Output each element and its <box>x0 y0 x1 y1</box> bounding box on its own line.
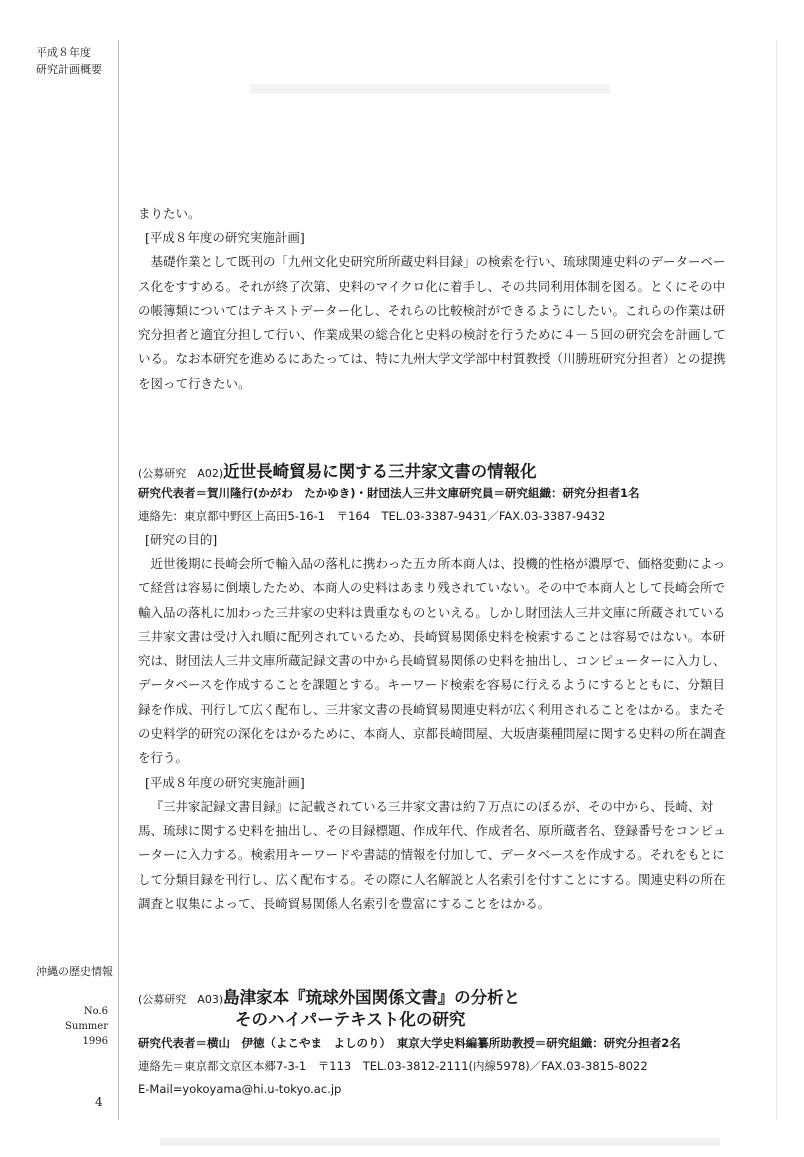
email-line: E-Mail=yokoyama@hi.u-tokyo.ac.jp <box>138 1082 342 1096</box>
purpose-body: 近世後期に長崎会所で輸入品の落札に携わった五カ所本商人は、投機的性格が濃厚で、価格変動によって経営は容易に倒壊したため、本商人の史料はあまり残されていない。その中で本商人として長崎会所で輸入品の落札に加わった三井家の史料は貴重なものといえる。しかし財団法人三井文庫に所蔵されている三井家文書は受け入れ順に配列されているため、長崎貿易関係史料を検索することは容易ではない。本研究は、財団法人三井文庫所蔵記録文書の中から長崎貿易関係の史料を抽出し、コンピューターに入力し、データベースを作成することを課題とする。キーワード検索を容易に行えるようにするとともに、分類目録を作成、刊行して広く配布し、三井家文書の長崎貿易関連史料が広く利用されることをはかる。またその史料学的研究の深化をはかるために、本商人、京都長崎問屋、大坂唐薬種問屋に関する史料の所在調査を行う。 <box>138 556 726 766</box>
plan-body: 基礎作業として既刊の「九州文化史研究所所蔵史料目録」の検索を行い、琉球関連史料のデーターベース化をすすめる。それが終了次第、史料のマイクロ化に着手し、その共同利用体制を図る。とくにその中の帳簿類についてはテキストデーター化し、それらの比較検討ができるようにしたい。これらの作業は研究分担者と適宜分担して行い、作業成果の総合化と史料の検討を行うために４－５回の研究会を計画している。なお本研究を進めるにあたっては、特に九州大学文学部中村質教授（川勝班研究分担者）との提携を図って行きたい。 <box>138 254 726 391</box>
research-kind: (公募研究 A02) <box>138 467 224 480</box>
research-title-line1: 島津家本『琉球外国関係文書』の分析と <box>223 988 521 1007</box>
issue-info <box>65 1004 108 1049</box>
show-through-smudge <box>250 84 610 94</box>
left-margin-rule <box>118 40 119 1120</box>
section-mitsui <box>138 458 728 916</box>
issue-season: Summer <box>65 1021 108 1032</box>
contact-line: 連絡先＝東京都文京区本郷7-3-1 〒113 TEL.03-3812-2111(内線5978)／FAX.03-3815-8022 <box>138 1059 648 1073</box>
section-heading <box>138 984 738 1008</box>
plan-heading: [平成８年度の研究実施計画] <box>145 230 305 246</box>
section-shimazu <box>138 984 738 1101</box>
section-heading <box>138 458 728 482</box>
running-header-year: 平成８年度 <box>36 46 91 59</box>
issue-number: No.6 <box>83 1006 108 1017</box>
plan-heading: [平成８年度の研究実施計画] <box>145 774 305 790</box>
issue-year: 1996 <box>82 1036 108 1047</box>
representative-line <box>138 482 728 505</box>
contact-line: 連絡先：東京都中野区上高田5-16-1 〒164 TEL.03-3387-9431／FAX.03-3387-9432 <box>138 509 606 523</box>
journal-name: 沖縄の歴史情報 <box>36 965 113 978</box>
representative-text: 研究代表者＝横山 伊徳（よこやま よしのり） 東京大学史料編纂所助教授＝研究組織：研究分担者2名 <box>138 1036 681 1050</box>
running-header-title: 研究計画概要 <box>36 63 102 76</box>
research-title: 近世長崎貿易に関する三井家文書の情報化 <box>223 462 537 481</box>
right-margin-rule <box>776 40 777 1120</box>
running-header <box>36 44 102 78</box>
purpose-heading: [研究の目的] <box>145 532 218 547</box>
section-kyushu-continued <box>138 202 728 396</box>
show-through-smudge-bottom <box>160 1138 720 1146</box>
research-kind: (公募研究 A03) <box>138 993 224 1006</box>
page-number: 4 <box>95 1095 103 1109</box>
representative-text: 研究代表者＝賀川隆行(かがわ たかゆき)・財団法人三井文庫研究員＝研究組織：研究分担者1名 <box>138 486 640 500</box>
plan-body: 『三井家記録文書目録』に記載されている三井家文書は約７万点にのぼるが、その中から、長崎、対馬、琉球に関する史料を抽出し、その目録標題、作成年代、作成者名、原所蔵者名、登録番号をコンピューターに入力する。検索用キーワードや書誌的情報を付加して、データベースを作成する。それをもとにして分類目録を刊行し、広く配布する。その際に人名解説と人名索引を付すことにする。関連史料の所在調査と収集によって、長崎貿易関係人名索引を豊富にすることをはかる。 <box>138 798 726 911</box>
representative-line <box>138 1032 738 1055</box>
research-title-line2: そのハイパーテキスト化の研究 <box>235 1010 466 1029</box>
intro-fragment: まりたい。 <box>138 206 201 221</box>
